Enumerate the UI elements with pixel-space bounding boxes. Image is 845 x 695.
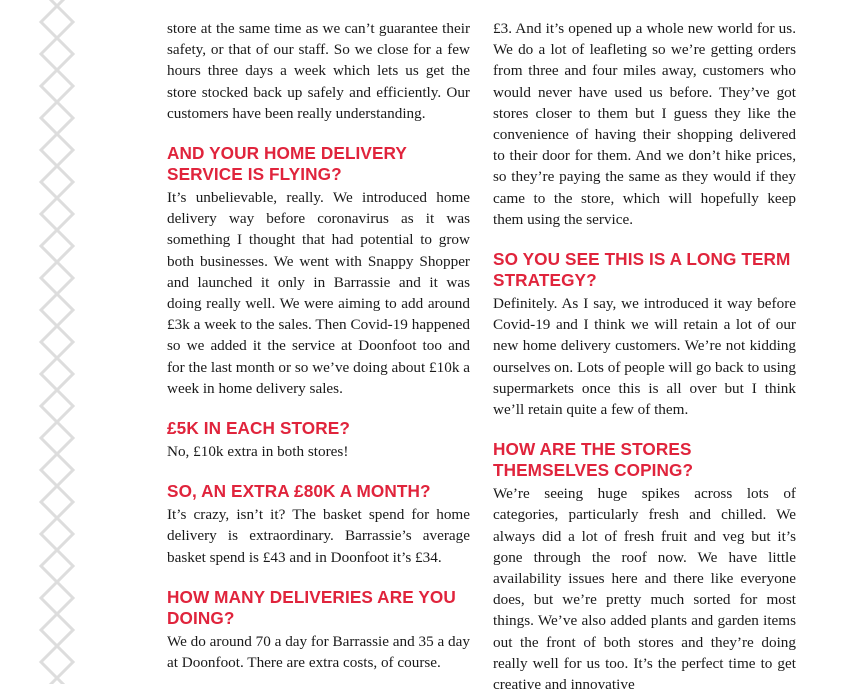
- diamond-shape: [41, 38, 73, 70]
- diamond-shape: [41, 550, 73, 582]
- intro-paragraph-left: store at the same time as we can’t guarantee their safety, or that of our staff. So we close for a few hours three days a week which lets us get the store stocked back up safely and efficiently. Our customers have been really understanding.: [167, 20, 470, 122]
- diamond-shape: [41, 422, 73, 454]
- diamond-shape: [41, 518, 73, 550]
- answer-how-many-deliveries: We do around 70 a day for Barrassie and 35 a day at Doonfoot. There are extra costs, of course.: [167, 632, 470, 672]
- diamond-shape: [41, 358, 73, 390]
- diamond-shape: [41, 614, 73, 646]
- diamond-shape: [41, 678, 73, 684]
- diamond-shape: [41, 454, 73, 486]
- question-stores-coping: HOW ARE THE STORES THEMSELVES COPING?: [493, 439, 694, 481]
- right-column: [493, 18, 796, 695]
- diamond-shape: [41, 262, 73, 294]
- diamond-shape: [41, 102, 73, 134]
- diamond-shape: [41, 294, 73, 326]
- diamond-shape: [41, 6, 73, 38]
- question-home-delivery: AND YOUR HOME DELIVERY SERVICE IS FLYING?: [167, 143, 407, 185]
- question-how-many-deliveries: HOW MANY DELIVERIES ARE YOU DOING?: [167, 586, 456, 628]
- left-column: [167, 18, 470, 673]
- diamond-shape: [41, 230, 73, 262]
- diamond-shape: [41, 326, 73, 358]
- question-5k-each-store: £5K IN EACH STORE?: [167, 418, 350, 439]
- intro-paragraph-right: £3. And it’s opened up a whole new world for us. We do a lot of leafleting so we’re getting orders from three and four miles away, customers who would never have used us before. They’ve got stores closer to them but I guess they like the convenience of having their shopping delivered to their door for them. And we don’t hike prices, so they’re paying the same as they would if they came to the store, which will hopefully keep them using the service.: [493, 20, 796, 228]
- answer-long-term-strategy: Definitely. As I say, we introduced it way before Covid-19 and I think we will retain a lot of our new home delivery customers. We’re not kidding ourselves on. Lots of people will go back to using supermarkets once this is all over but I think we’ll retain quite a few of them.: [493, 295, 796, 419]
- diamond-shape: [41, 582, 73, 614]
- answer-5k-each-store: No, £10k extra in both stores!: [167, 443, 349, 461]
- answer-stores-coping: We’re seeing huge spikes across lots of categories, particularly fresh and chilled. We always did a lot of fresh fruit and veg but it’s gone through the roof now. We have little availability issues here and there like everyone does, but we’re pretty much sorted for most things. We’ve also added plants and garden items out the front of both stores and they’re doing really well for us too. It’s the perfect time to get creative and innovative: [493, 485, 796, 694]
- question-extra-80k: SO, AN EXTRA £80K A MONTH?: [167, 481, 431, 502]
- diamond-shape: [41, 486, 73, 518]
- diamond-shape: [41, 390, 73, 422]
- answer-home-delivery: It’s unbelievable, really. We introduced home delivery way before coronavirus as it was something I thought that had potential to grow both businesses. We went with Snappy Shopper and launched it only in Barrassie and it was doing really well. We were aiming to add around £3k a week to the sales. Then Covid-19 happened so we added it the service at Doonfoot too and for the last month or so we’ve doing about £10k a week in home delivery sales.: [167, 189, 470, 397]
- diamond-shape: [41, 646, 73, 678]
- diamond-shape: [41, 70, 73, 102]
- answer-extra-80k: It’s crazy, isn’t it? The basket spend for home delivery is extraordinary. Barrassie’s average basket spend is £43 and in Doonfoot it’s £34.: [167, 506, 470, 566]
- diamond-shape: [41, 134, 73, 166]
- diamond-shape: [41, 198, 73, 230]
- diamond-shape: [41, 166, 73, 198]
- question-long-term-strategy: SO YOU SEE THIS IS A LONG TERM STRATEGY?: [493, 249, 791, 291]
- decorative-diamond-border: [0, 0, 100, 684]
